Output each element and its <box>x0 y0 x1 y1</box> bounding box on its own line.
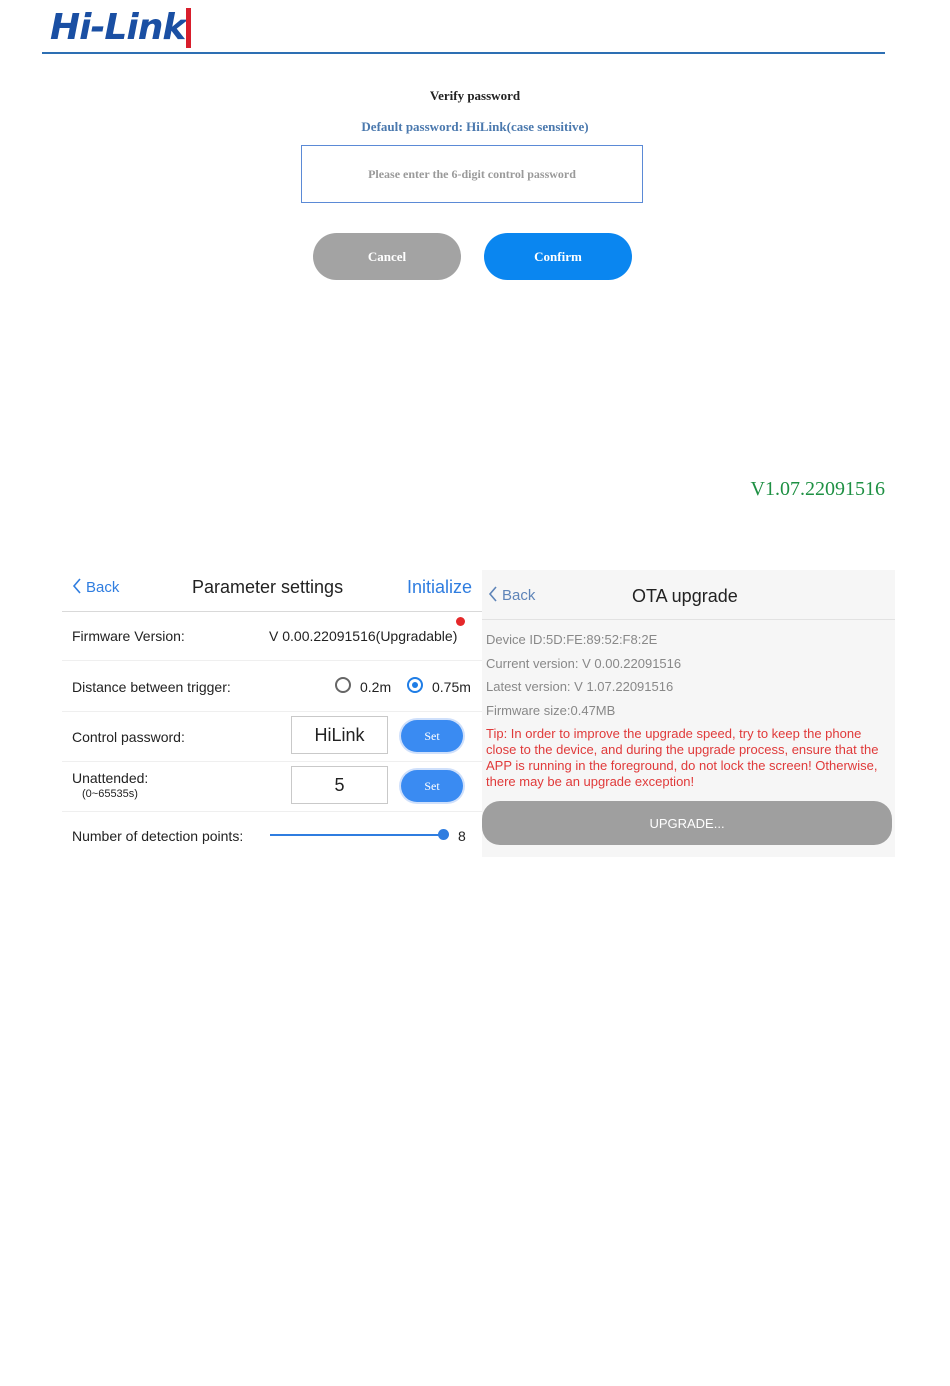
parameter-settings-header <box>62 566 482 612</box>
firmware-label: Firmware Version: <box>72 628 185 644</box>
unattended-label: Unattended: <box>72 770 149 786</box>
password-label: Control password: <box>72 729 185 745</box>
detection-slider-thumb[interactable] <box>438 829 449 840</box>
upgrade-button[interactable]: UPGRADE... <box>482 801 892 845</box>
chevron-left-icon <box>72 578 82 594</box>
password-row <box>62 712 482 762</box>
firmware-row <box>62 612 482 661</box>
parameter-settings-screen <box>62 566 482 856</box>
version-note: V1.07.22091516 <box>750 478 885 500</box>
device-id: Device ID:5D:FE:89:52:F8:2E <box>486 632 658 647</box>
set-password-button[interactable]: Set <box>401 720 463 752</box>
header-divider <box>42 52 885 54</box>
ota-title: OTA upgrade <box>632 586 738 606</box>
distance-label: Distance between trigger: <box>72 679 231 695</box>
latest-version: Latest version: V 1.07.22091516 <box>486 679 674 694</box>
distance-option-0-2m: 0.2m <box>360 679 392 695</box>
logo-red-bar <box>186 8 191 48</box>
confirm-button[interactable]: Confirm <box>484 233 632 280</box>
ota-upgrade-screen <box>482 570 895 857</box>
control-password-field[interactable]: HiLink <box>291 716 388 754</box>
detection-points-value: 8 <box>458 828 466 844</box>
ota-back-label: Back <box>502 587 536 604</box>
unattended-field[interactable]: 5 <box>291 766 388 804</box>
unattended-row <box>62 762 482 812</box>
detection-points-label: Number of detection points: <box>72 828 244 844</box>
page-title: Parameter settings <box>192 577 344 597</box>
distance-option-0-75m: 0.75m <box>432 679 471 695</box>
hilink-logo <box>50 6 195 50</box>
back-label: Back <box>86 579 120 596</box>
chevron-left-icon <box>488 586 498 602</box>
upgrade-tip: Tip: In order to improve the upgrade speed, try to keep the phone close to the device, and during the upgrade process, ensure that the APP is running in the foreground, do not lock the screen! Otherwise, there may be an upgrade exception! <box>486 726 879 789</box>
default-password-hint: Default password: HiLink(case sensitive) <box>361 119 589 134</box>
detection-slider-track[interactable] <box>270 834 444 836</box>
current-version: Current version: V 0.00.22091516 <box>486 656 682 671</box>
distance-radio-0-75m[interactable] <box>407 677 423 693</box>
password-input[interactable]: Please enter the 6-digit control password <box>301 145 643 203</box>
initialize-button[interactable]: Initialize <box>406 577 472 597</box>
ota-header <box>482 570 895 620</box>
firmware-value[interactable]: V 0.00.22091516(Upgradable) <box>269 628 458 644</box>
unattended-range: (0~65535s) <box>82 788 138 800</box>
set-unattended-button[interactable]: Set <box>401 770 463 802</box>
firmware-size: Firmware size:0.47MB <box>486 703 616 718</box>
distance-radio-0-2m[interactable] <box>335 677 351 693</box>
verify-password-title: Verify password <box>429 88 521 103</box>
back-button[interactable] <box>72 578 119 596</box>
distance-row <box>62 661 482 712</box>
logo-text: Hi-Link <box>50 7 186 48</box>
cancel-button[interactable]: Cancel <box>313 233 461 280</box>
ota-back-button[interactable] <box>488 586 535 604</box>
